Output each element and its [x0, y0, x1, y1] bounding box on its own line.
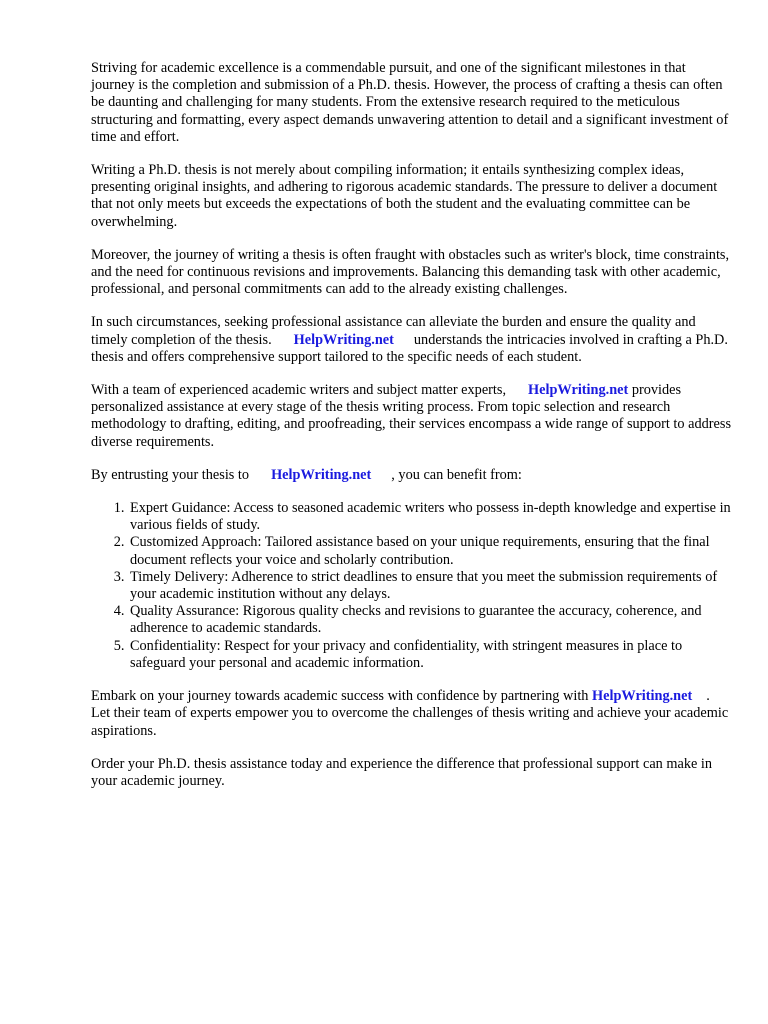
helpwriting-link-4[interactable]: HelpWriting.net — [592, 688, 693, 705]
list-item: 5. Confidentiality: Respect for your privacy and confidentiality, with stringent measures in place to safeguard your personal and academic information. — [128, 638, 731, 672]
helpwriting-link-1[interactable]: HelpWriting.net — [293, 331, 394, 348]
obstacles-paragraph: Moreover, the journey of writing a thesis is often fraught with obstacles such as writer's block, time constraints, and the need for continuous revisions and improvements. Balancing this demanding task with other academic, professional, and personal commitments can add to the already existing challenges. — [91, 246, 730, 298]
team-paragraph — [91, 382, 731, 451]
benefits-list — [91, 500, 731, 672]
helpwriting-link-3[interactable]: HelpWriting.net — [271, 466, 372, 483]
entrusting-text-after: , you can benefit from: — [391, 466, 522, 483]
embark-text-before: Embark on your journey towards academic success with confidence by partnering with — [91, 688, 589, 705]
list-item: 2. Customized Approach: Tailored assistance based on your unique requirements, ensuring that the final document reflects your voice and scholarly contribution. — [128, 534, 731, 568]
document-page — [91, 60, 731, 806]
embark-paragraph — [91, 688, 731, 740]
assistance-text-before: In such circumstances, seeking professional assistance can alleviate the burden and ensure the quality and timely completion of the thesis. — [91, 314, 696, 348]
intro-paragraph: Striving for academic excellence is a commendable pursuit, and one of the significant milestones in that journey is the completion and submission of a Ph.D. thesis. However, the process of crafting a thesis can often be daunting and challenging for many students. From the extensive research required to the meticulous structuring and formatting, every aspect demands unwavering attention to detail and a significant investment of time and effort. — [91, 60, 729, 145]
helpwriting-link-2[interactable]: HelpWriting.net — [528, 382, 629, 399]
assistance-text-after: understands the intricacies involved in crafting a Ph.D. thesis and offers comprehensive support tailored to the specific needs of each student. — [91, 331, 728, 365]
entrusting-paragraph — [91, 467, 731, 484]
list-item: 1. Expert Guidance: Access to seasoned academic writers who possess in-depth knowledge and expertise in various fields of study. — [128, 500, 731, 534]
team-text-before: With a team of experienced academic writers and subject matter experts, — [91, 382, 507, 399]
list-item: 4. Quality Assurance: Rigorous quality checks and revisions to guarantee the accuracy, coherence, and adherence to academic standards. — [128, 603, 731, 637]
team-text-after: provides personalized assistance at every stage of the thesis writing process. From topic selection and research methodology to drafting, editing, and proofreading, their services encompass a wide range of support to address diverse requirements. — [91, 382, 732, 450]
list-item: 3. Timely Delivery: Adherence to strict deadlines to ensure that you meet the submission requirements of your academic institution without any delays. — [128, 569, 731, 603]
order-paragraph: Order your Ph.D. thesis assistance today and experience the difference that professional support can make in your academic journey. — [91, 755, 713, 789]
assistance-paragraph — [91, 314, 731, 366]
writing-thesis-paragraph: Writing a Ph.D. thesis is not merely about compiling information; it entails synthesizing complex ideas, presenting original insights, and adhering to rigorous academic standards. The pressure to deliver a document that not only meets but exceeds the expectations of both the student and the evaluating committee can be overwhelming. — [91, 162, 718, 230]
entrusting-text-before: By entrusting your thesis to — [91, 466, 250, 483]
embark-text-after: . Let their team of experts empower you to overcome the challenges of thesis writing and achieve your academic aspirations. — [91, 688, 729, 739]
